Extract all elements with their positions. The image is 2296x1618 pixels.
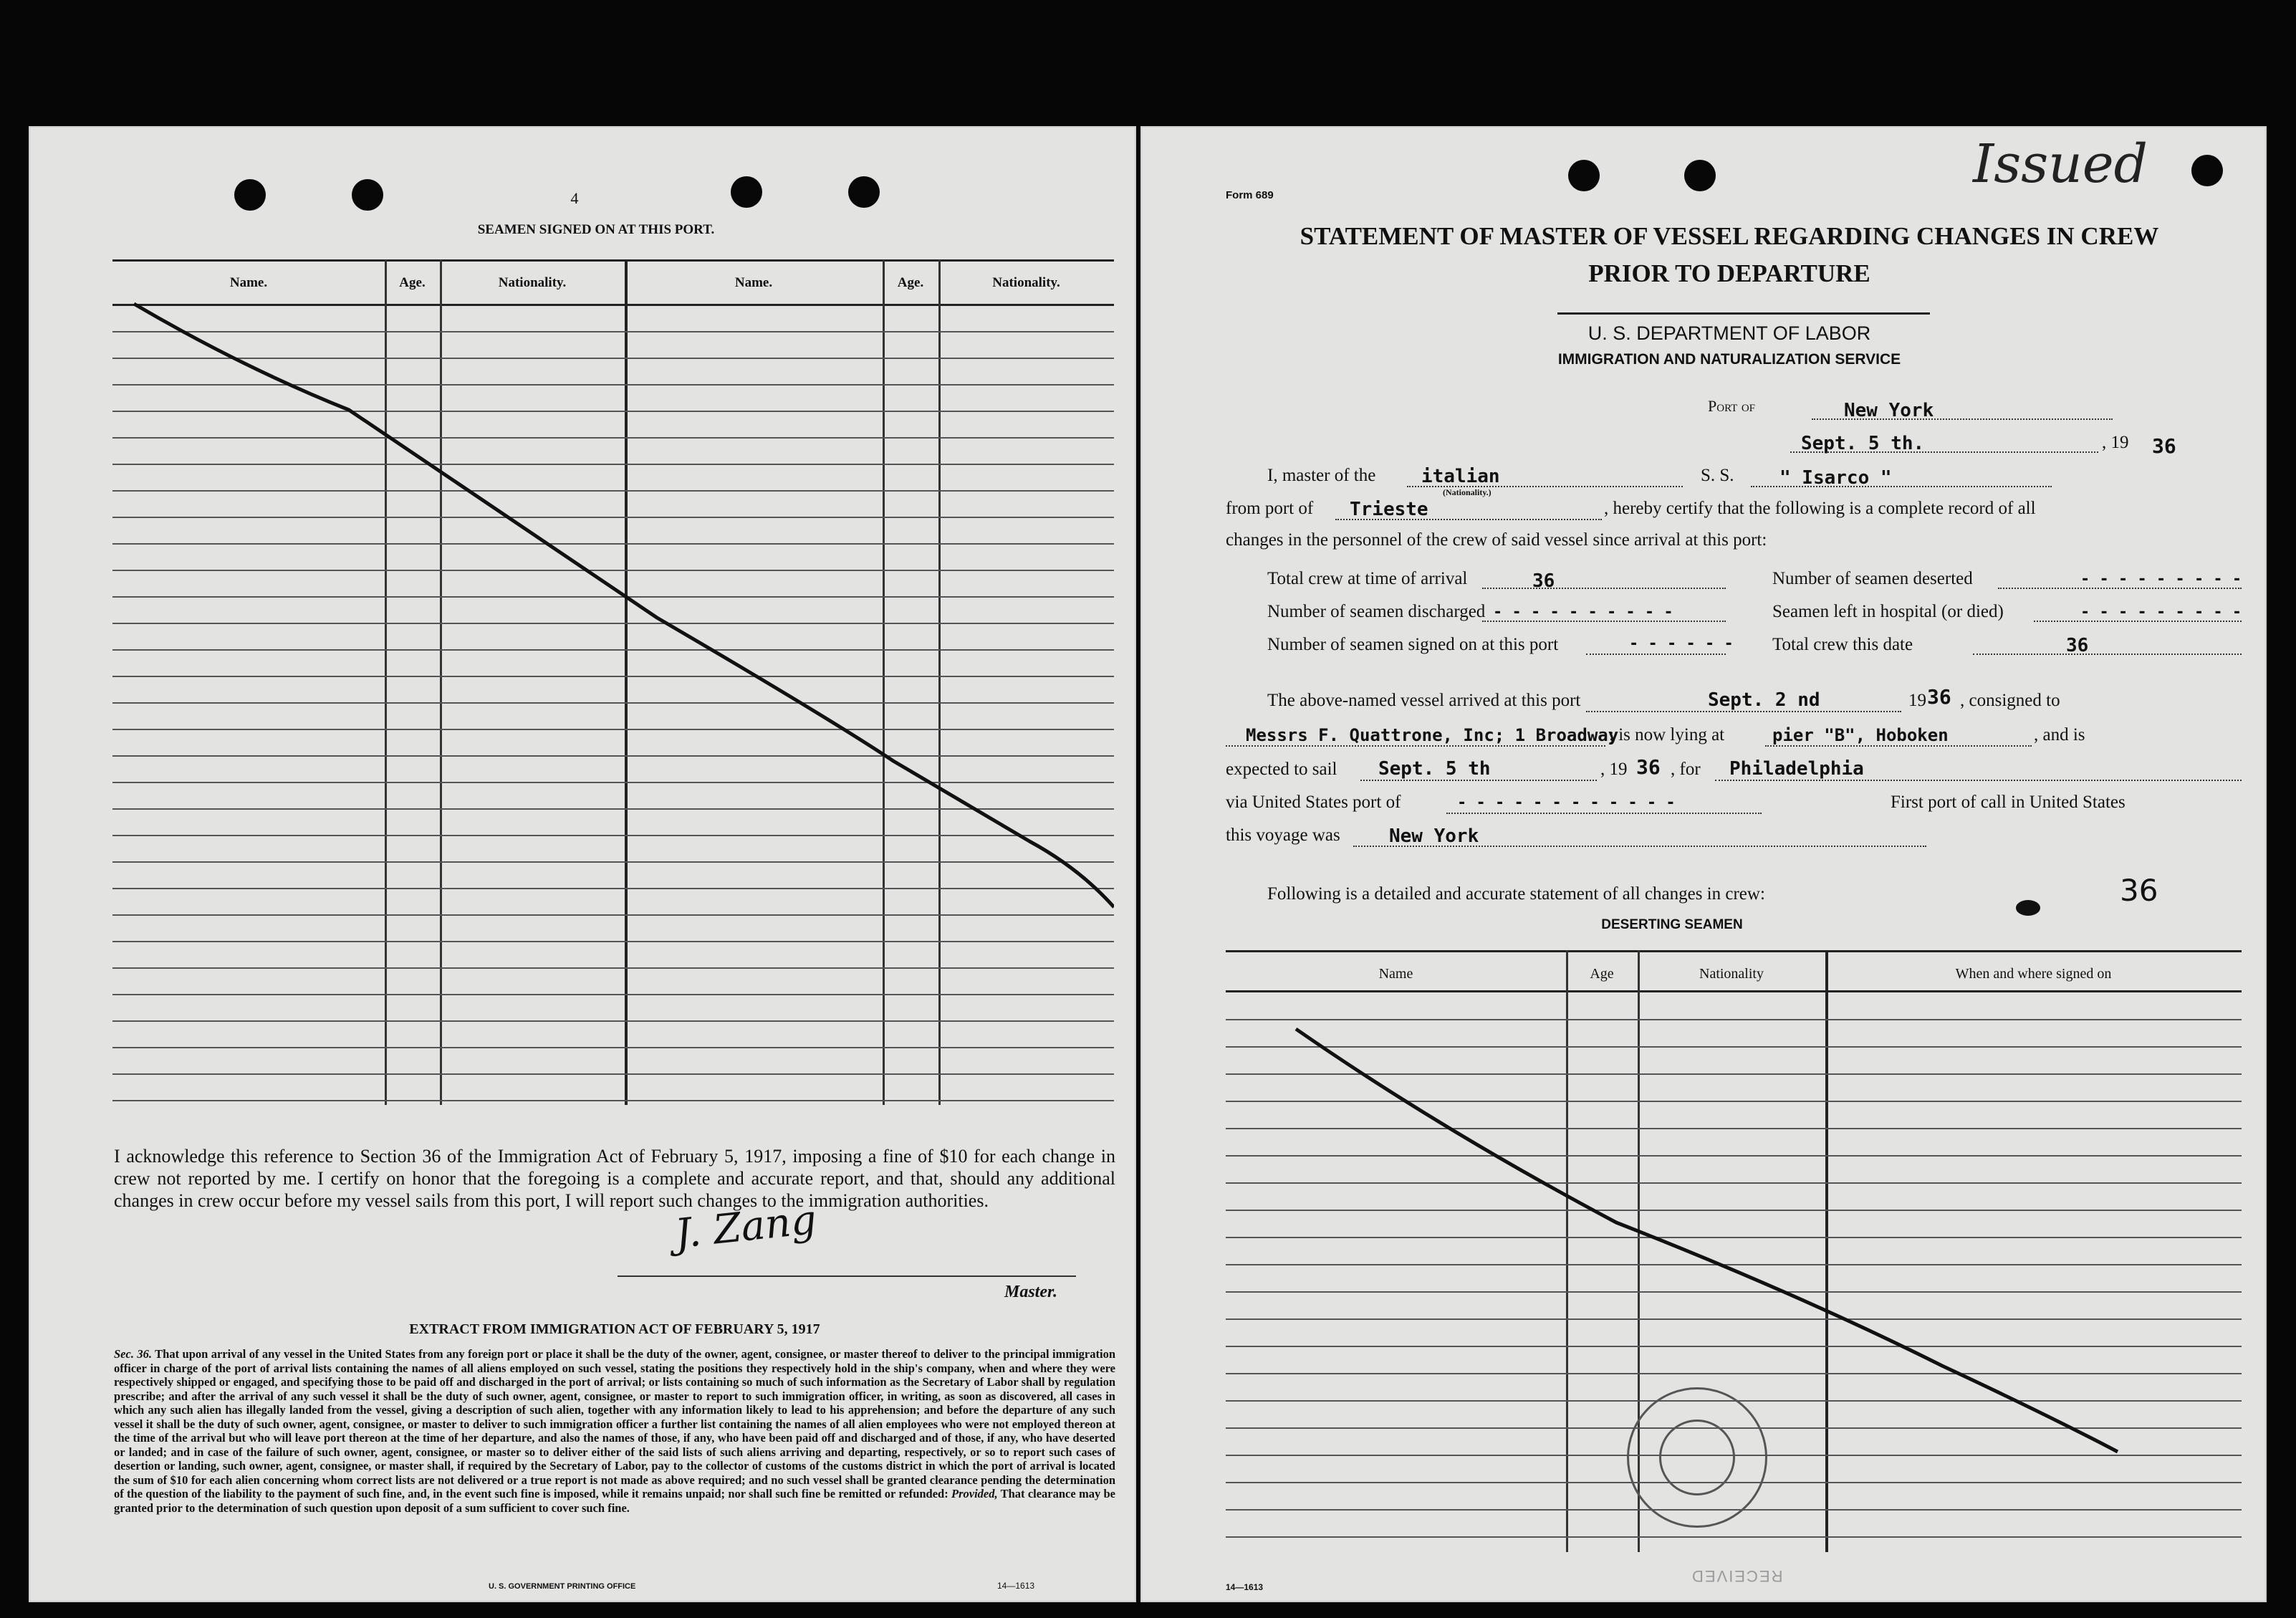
expected-year: 36 xyxy=(1636,755,1661,779)
received-stamp: RECEIVED xyxy=(1691,1567,1783,1585)
consignee-field[interactable] xyxy=(1226,745,1605,747)
master-signature: J. Zang xyxy=(673,1196,819,1258)
hospital-value: - - - - - - - - - xyxy=(2080,603,2242,621)
department-name: U. S. DEPARTMENT OF LABOR xyxy=(1587,322,1871,344)
via-field[interactable] xyxy=(1446,813,1762,814)
arrived-year: 36 xyxy=(1927,685,1951,709)
punch-hole xyxy=(848,176,880,208)
deserting-title: DESERTING SEAMEN xyxy=(1601,917,1743,932)
column-header: Age. xyxy=(399,275,426,290)
signed-on-field[interactable] xyxy=(1586,654,1726,655)
arrived-value: Sept. 2 nd xyxy=(1708,689,1820,711)
discharged-label: Number of seamen discharged xyxy=(1267,602,1486,621)
certify-text: , hereby certify that the following is a complete record of all xyxy=(1604,499,2036,518)
column-header: Nationality. xyxy=(992,275,1060,290)
and-is-label: , and is xyxy=(2034,725,2085,745)
signed-on-label: Number of seamen signed on at this port xyxy=(1267,635,1559,654)
margin-number: 36 xyxy=(2120,873,2158,908)
nationality-value: italian xyxy=(1421,466,1500,487)
column-header: Name xyxy=(1378,966,1413,982)
extract-proviso-text: That clearance may be granted prior to the determination of such question upon deposit of a sum sufficient to cover such fine. xyxy=(114,1487,1115,1515)
port-value: New York xyxy=(1844,400,1934,421)
expected-year-prefix: , 19 xyxy=(1600,760,1628,779)
lying-value: pier "B", Hoboken xyxy=(1772,725,1949,745)
consigned-label: , consigned to xyxy=(1960,691,2060,710)
year-prefix: , 19 xyxy=(2102,433,2129,452)
arrived-label: The above-named vessel arrived at this port xyxy=(1267,691,1581,710)
handwritten-note: Issued xyxy=(1973,133,2148,195)
punch-hole xyxy=(234,179,266,211)
total-date-field[interactable] xyxy=(1973,654,2242,655)
ss-label: S. S. xyxy=(1701,466,1734,485)
total-date-label: Total crew this date xyxy=(1772,635,1913,654)
expected-field[interactable] xyxy=(1360,780,1597,781)
for-label: , for xyxy=(1671,760,1701,779)
arrived-field[interactable] xyxy=(1586,711,1901,712)
deserted-label: Number of seamen deserted xyxy=(1772,569,1973,588)
left-page xyxy=(29,126,1136,1602)
signature-line xyxy=(618,1275,1076,1277)
punch-hole xyxy=(1568,160,1600,191)
form-title-line-2: PRIOR TO DEPARTURE xyxy=(1588,259,1870,287)
extract-body-text: That upon arrival of any vessel in the United States from any foreign port or place it shall be the duty of the owner, agent, consignee, or master thereof to deliver to the principal immigration officer in charge of the port of arrival lists containing the names of all aliens employed on such vessel, stating the positions they respectively hold in the ship's company, when and where they were respectively shipped or engaged, and specifying those to be paid off and discharged in the port of arrival; or lists containing so much of such information as the Secretary of Labor shall by regulation prescribe; and after the arrival of any such vessel it shall be the duty of such owner, agent, consignee, or master to report to such immigration officer, in writing, as soon as discovered, all cases in which any such alien has illegally landed from the vessel, giving a description of such alien, together with any information likely to lead to his apprehension; and before the departure of any such vessel it shall be the duty of such owner, agent, consignee, or master to deliver to such immigration officer a further list containing the names of all alien employees who were not employed thereon at the time of the arrival but who will leave port thereon at the time of her departure, and also the names of those, if any, who have been paid off and discharged and of those, if any, who have deserted or landed; and in case of the failure of such owner, agent, consignee, or master so to deliver either of the said lists of such aliens arriving and departing, respectively, or so to report such cases of desertion or landing, such owner, agent, consignee, or master shall, if required by the Secretary of Labor, pay to the collector of customs of the customs district in which the port of arrival is located the sum of $10 for each alien concerning whom correct lists are not delivered or a true report is not made as above required; and no such vessel shall be granted clearance pending the determination of the question of the liability to the payment of such fine, and, in the event such fine is imposed, while it remains unpaid; nor shall such fine be remitted or refunded: xyxy=(114,1347,1116,1500)
from-port-value: Trieste xyxy=(1350,499,1428,520)
master-label: Master. xyxy=(1004,1283,1058,1301)
column-header: Age. xyxy=(897,275,924,290)
column-header: Name. xyxy=(734,275,773,290)
ship-name: " Isarco " xyxy=(1779,467,1892,489)
consignee-value: Messrs F. Quattrone, Inc; 1 Broadway xyxy=(1246,725,1619,745)
changes-text: changes in the personnel of the crew of said vessel since arrival at this port: xyxy=(1226,530,1767,550)
signed-on-value: - - - - - - xyxy=(1629,635,1734,653)
column-header: Nationality. xyxy=(498,275,567,290)
master-of-label: I, master of the xyxy=(1267,466,1376,485)
extract-title: EXTRACT FROM IMMIGRATION ACT OF FEBRUARY 5, 1917 xyxy=(409,1321,820,1337)
ink-blot xyxy=(2016,900,2040,916)
form-number: Form 689 xyxy=(1226,189,1274,201)
title-rule xyxy=(1557,312,1930,315)
section-title: SEAMEN SIGNED ON AT THIS PORT. xyxy=(477,222,715,237)
date-value: Sept. 5 th. xyxy=(1801,433,1925,454)
printing-office: U. S. GOVERNMENT PRINTING OFFICE xyxy=(489,1582,636,1591)
right-page xyxy=(1140,126,2267,1602)
via-label: via United States port of xyxy=(1226,793,1401,812)
acknowledgment-text: I acknowledge this reference to Section 36 of the Immigration Act of February 5, 1917, imposing a fine of $10 for each change in crew not reported by me. I certify on honor that the foregoing is a complete and accurate report, and that, should any additional changes in crew occur before my vessel sails from this port, I will report such changes to the immigration authorities. xyxy=(114,1146,1115,1211)
total-date-value: 36 xyxy=(2066,635,2089,656)
first-port-label: First port of call in United States xyxy=(1891,793,2126,812)
form-title-line-1: STATEMENT OF MASTER OF VESSEL REGARDING CHANGES IN CREW xyxy=(1300,222,2159,250)
total-arrival-value: 36 xyxy=(1532,570,1555,592)
form-code: 14—1613 xyxy=(997,1581,1035,1591)
destination-field[interactable] xyxy=(1715,780,2242,781)
column-header: Nationality xyxy=(1699,966,1764,982)
from-port-label: from port of xyxy=(1226,499,1314,518)
extract-section-label: Sec. 36. xyxy=(114,1347,153,1361)
column-header: Name. xyxy=(229,275,268,290)
column-header: When and where signed on xyxy=(1955,966,2112,982)
via-value: - - - - - - - - - - - - xyxy=(1457,794,1676,812)
page-number: 4 xyxy=(570,189,579,207)
lying-field[interactable] xyxy=(1765,745,2032,747)
destination-value: Philadelphia xyxy=(1729,758,1864,780)
voyage-label: this voyage was xyxy=(1226,825,1340,845)
cancel-stroke xyxy=(112,259,1114,1105)
punch-hole xyxy=(352,179,383,211)
following-text: Following is a detailed and accurate statement of all changes in crew: xyxy=(1267,884,1765,904)
year-value: 36 xyxy=(2152,434,2176,458)
arrived-year-prefix: 19 xyxy=(1908,691,1926,710)
total-arrival-field[interactable] xyxy=(1482,588,1726,589)
service-name: IMMIGRATION AND NATURALIZATION SERVICE xyxy=(1557,351,1901,368)
voyage-value: New York xyxy=(1389,825,1479,847)
column-header: Age xyxy=(1590,966,1614,982)
nationality-caption: (Nationality.) xyxy=(1443,487,1492,497)
deserted-value: - - - - - - - - - xyxy=(2080,570,2242,588)
cancel-stroke xyxy=(1226,950,2242,1552)
deserting-seamen-table xyxy=(1226,950,2242,1552)
expected-value: Sept. 5 th xyxy=(1378,758,1491,780)
form-title xyxy=(1185,218,2274,292)
punch-hole xyxy=(731,176,762,208)
lying-label: ; is now lying at xyxy=(1609,725,1725,745)
total-arrival-label: Total crew at time of arrival xyxy=(1267,569,1468,588)
punch-hole xyxy=(1684,160,1716,191)
hospital-label: Seamen left in hospital (or died) xyxy=(1772,602,2004,621)
port-label: Port of xyxy=(1708,397,1756,415)
expected-label: expected to sail xyxy=(1226,760,1337,779)
form-code: 14—1613 xyxy=(1226,1582,1264,1592)
extract-body xyxy=(114,1347,1115,1515)
discharged-value: - - - - - - - - - - xyxy=(1493,603,1673,621)
punch-hole xyxy=(2191,155,2223,186)
extract-proviso-word: Provided, xyxy=(951,1487,998,1500)
seamen-signed-on-table xyxy=(112,259,1114,1105)
